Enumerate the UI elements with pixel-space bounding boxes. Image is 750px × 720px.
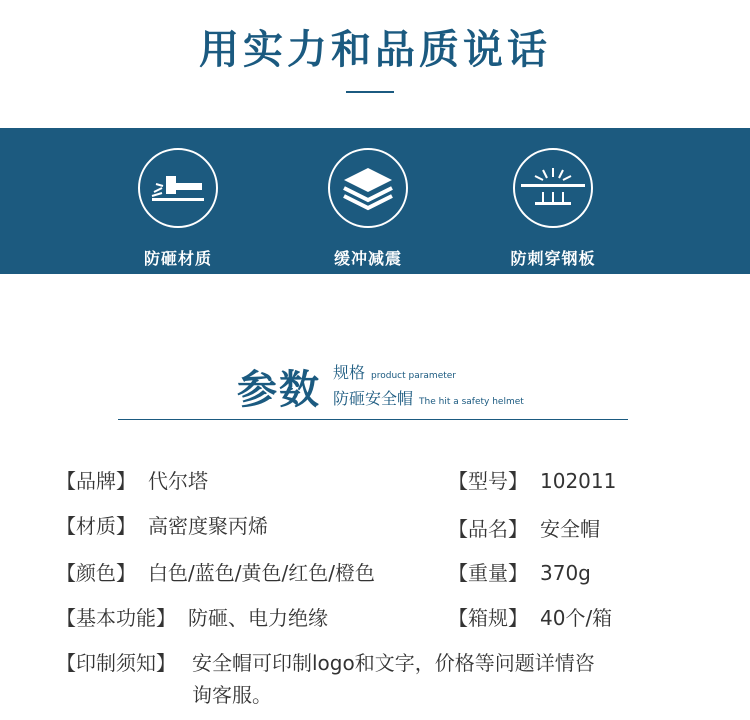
spec-value: 安全帽 [540,517,600,541]
param-big-title: 参数 [237,367,321,413]
spec-material [56,511,268,541]
spec-function [56,603,328,633]
spec-key: 【箱规】 [448,606,528,630]
spec-value: 102011 [540,469,617,493]
spec-value: 防砸、电力绝缘 [188,606,328,630]
spec-key: 【品牌】 [56,469,136,493]
spec-key: 【材质】 [56,514,136,538]
spec-value: 40个/箱 [540,606,613,630]
param-title [0,352,750,412]
page-headline: 用实力和品质说话 [199,27,551,73]
param-product-en: The hit a safety helmet [419,397,524,407]
spec-name [448,514,600,544]
spec-key: 【印制须知】 [56,651,176,675]
spec-value: 安全帽可印制logo和文字，价格等问题详情咨询客服。 [192,651,595,707]
anti-puncture-icon [513,148,593,228]
spec-value: 白色/蓝色/黄色/红色/橙色 [148,561,375,585]
feature-label: 防刺穿钢板 [510,249,596,268]
spec-key: 【型号】 [448,469,528,493]
feature-band [0,128,750,274]
spec-box [448,603,612,633]
spec-color [56,558,375,588]
param-subtitle-cn: 规格 [333,363,366,382]
param-subtitle-1 [333,360,456,383]
spec-key: 【颜色】 [56,561,136,585]
spec-key: 【重量】 [448,561,528,585]
param-subtitle-2 [333,386,524,409]
spec-key: 【基本功能】 [56,606,176,630]
param-divider [118,419,628,420]
headline-divider [346,91,394,93]
spec-value: 370g [540,561,591,585]
feature-label: 防砸材质 [143,249,212,268]
param-subtitle-en: product parameter [371,371,457,381]
spec-brand [56,466,208,496]
feature-anti-smash [88,148,268,269]
feature-label: 缓冲减震 [333,249,402,268]
spec-model [448,466,616,496]
cushion-layers-icon [328,148,408,228]
spec-weight [448,558,591,588]
feature-cushion [278,148,458,269]
spec-key: 【品名】 [448,517,528,541]
feature-anti-puncture [463,148,643,269]
param-product-cn: 防砸安全帽 [333,389,414,408]
spec-value: 代尔塔 [148,469,208,493]
anti-smash-icon [138,148,218,228]
spec-value: 高密度聚丙烯 [148,514,268,538]
